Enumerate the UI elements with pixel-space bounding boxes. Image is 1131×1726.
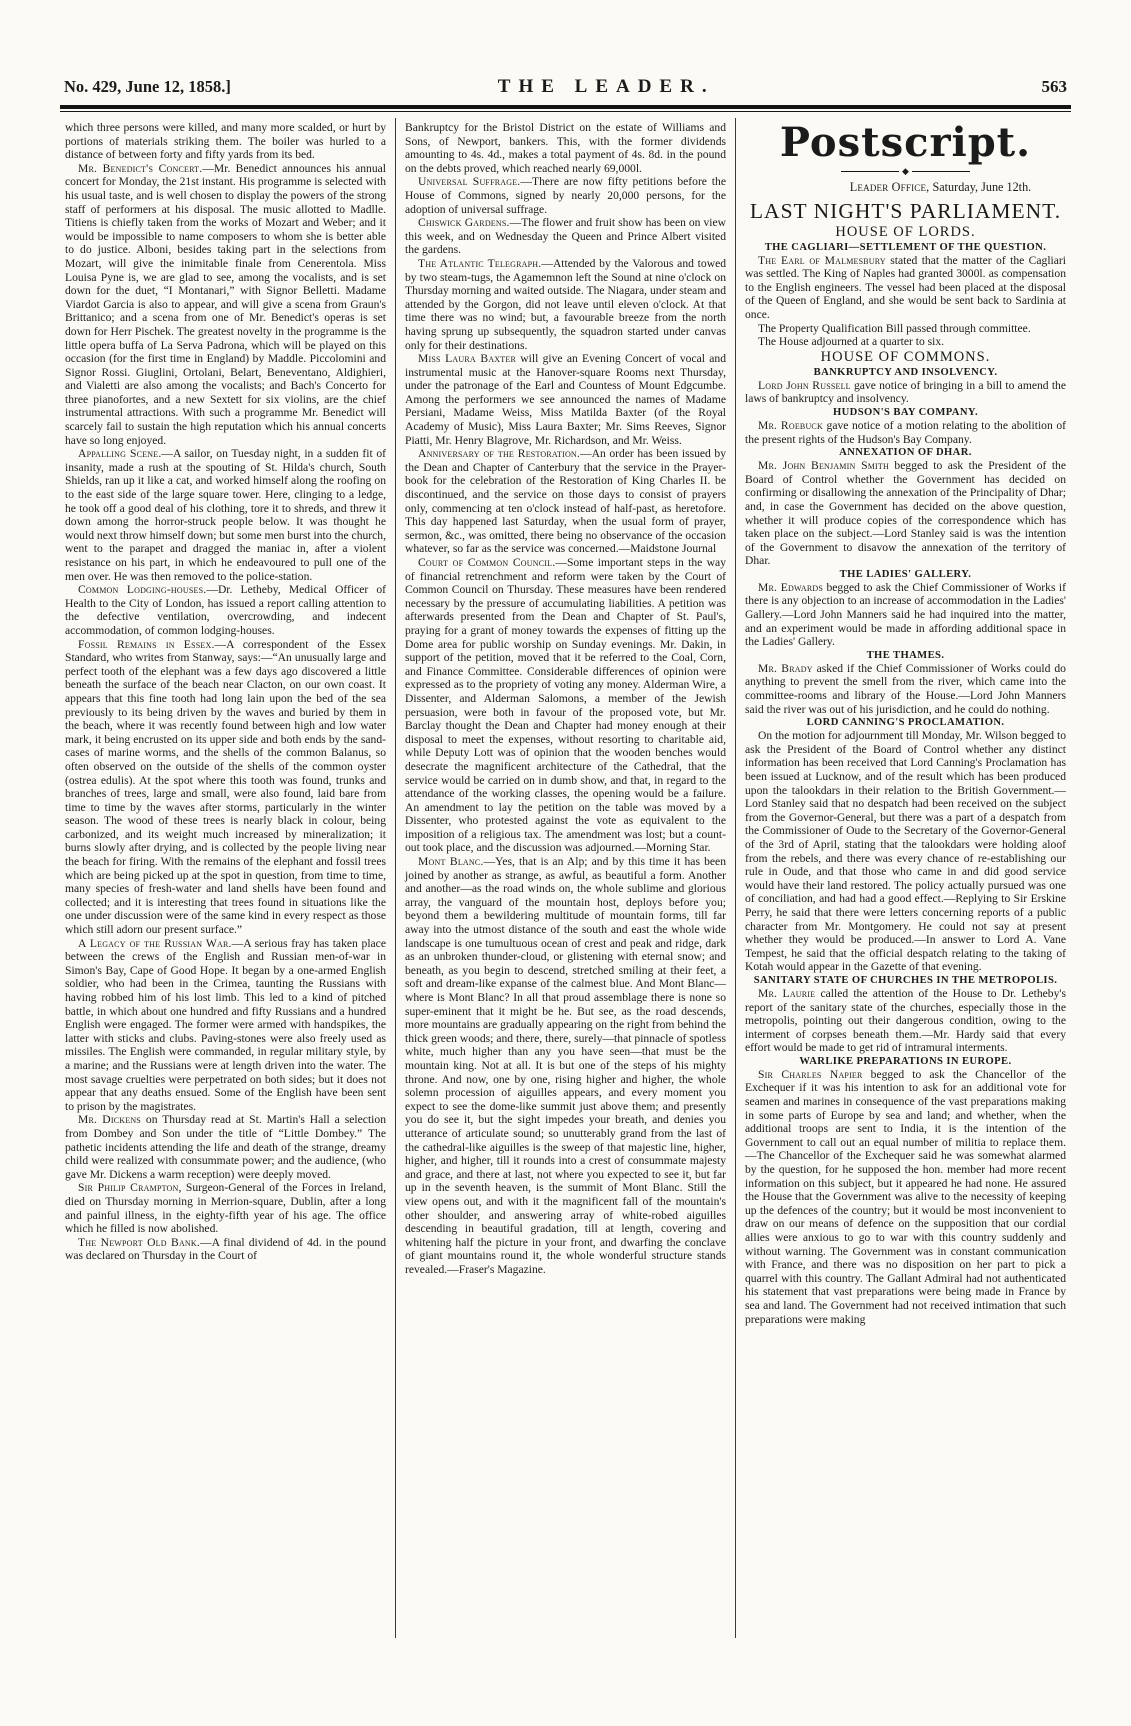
page-number: 563	[1041, 77, 1067, 96]
news-paragraph	[405, 257, 726, 352]
news-paragraph	[65, 583, 386, 637]
ornamental-divider	[745, 167, 1066, 176]
paragraph-text: —The flower and fruit show has been on view this week, and on Wednesday the Queen and Prince Albert visited the gardens.	[405, 216, 726, 257]
paragraph-lead: Mr. Benedict's Concert.	[78, 161, 203, 175]
news-paragraph	[405, 556, 726, 855]
paragraph-text: Surgeon-General of the Forces in Ireland, died on Thursday morning in Merrion-square, Dublin, after a long and painful illness, in the eighty-fifth year of his age. The office which he filled is now abolished.	[65, 1181, 386, 1236]
paragraph-text: BANKRUPTCY AND INSOLVENCY.	[813, 366, 998, 378]
paragraph-lead: Anniversary of the Restoration.	[418, 447, 580, 461]
paragraph-text: —A final dividend of 4d. in the pound was declared on Thursday in the Court of	[65, 1235, 386, 1263]
paragraph-text: SANITARY STATE OF CHURCHES IN THE METROPOLIS.	[753, 974, 1058, 986]
paragraph-text: called the attention of the House to Dr. Letheby's report of the sanitary state of the churches, especially those in the metropolis, pointing out their dangerous condition, owing to the interment of corpses beneath them.—Mr. Hardy said that every effort would be made to get rid of intramural interments.	[745, 986, 1066, 1055]
paragraph-text: begged to ask the Chancellor of the Exchequer if it was his intention to ask for an additional vote for seamen and marines in consequence of the vast preparations making in some parts of Europe by sea and land; and whether, when the additional troops are sent to India, it is the intention of the Government to call out an equal number of militia to replace them.—The Chancellor of the Exchequer said he was somewhat alarmed by the question, for he supposed the hon. member had more recent information on this subject, but it appeared he had none. He assured the House that the Government was alive to the necessity of keeping up the defences of the country; but it would be most inconvenient to draw on our means of defence on the supposition that our cordial allies were anxious to go to war with this country suddenly and without warning. The Government was in constant communication with France, and there was no disposition on her part to pick a quarrel with this country. The Gallant Admiral had not authenticated his statement that vast preparations were being made in France by sea and land. The Government had not received intimation that such preparations were making	[745, 1067, 1066, 1326]
news-paragraph	[65, 638, 386, 937]
dateline	[745, 181, 1066, 195]
news-paragraph	[405, 175, 726, 216]
news-paragraph	[405, 216, 726, 257]
paragraph-text: —An order has been issued by the Dean and Chapter of Canterbury that the service in the Prayer-book for the celebration of the Restoration of King Charles II. be discontinued, and the service on those days to consist of prayers only, commencing at ten o'clock instead of half-past, as heretofore. This day happened last Saturday, when the usual form of prayer, sermon, &c., was omitted, there being no observance of the occasion whatever, so far as the service was concerned.—Maidstone Journal	[405, 447, 726, 556]
paragraph-lead: The Atlantic Telegraph.	[418, 256, 542, 270]
news-paragraph	[745, 568, 1066, 581]
paragraph-lead: Mr. Edwards	[758, 580, 824, 594]
paragraph-text: —Mr. Benedict announces his annual concert for Monday, the 21st instant. His programme is selected with his usual taste, and is well chosen to display the powers of the strong staff of performers at his disposal. The music allotted to Madlle. Titiens is chiefly taken from the works of Mozart and Weber; and it would be impossible to name composers to whom she is better able to do justice. Alboni, besides taking part in the selections from Mozart, will give the inimitable finale from Cenerentola. Miss Louisa Pyne is, we are glad to see, among the vocalists, and is set down for the duet, “I Montanari,” with Signor Belletti. Madame Viardot Garcia is also to appear, and will give a scena from Graun's Brittanico; and a scena from one of Mr. Benedict's operas is set down for Herr Pischek. The greatest novelty in the programme is the little opera buffa of La Serva Padrona, which will be played on this occasion (for the first time in England) by Maddle. Piccolomini and Signor Rossi. Giuglini, Ortolani, Belart, Beneventano, Aldighieri, and Vialetti are also among the vocalists; and Bach's Concerto for three pianofortes, and a new Sextett for six violins, are the chief instrumental attractions. With such a programme Mr. Benedict will scarcely fail to sustain the high reputation which his annual concerts have so long enjoyed.	[65, 161, 386, 447]
news-paragraph	[65, 937, 386, 1114]
paragraph-text: —A serious fray has taken place between the crews of the English and Russian men-of-war in Simon's Bay, Cape of Good Hope. It began by a one-armed English soldier, who had been in the Crimea, taunting the Russians with having robbed him of his lost limb. This led to a kind of pitched battle, in which about one hundred and fifty Russians and a hundred English were engaged. The former were armed with handspikes, the latter with sticks and clubs. Paving-stones were also freely used as missiles. The English were commanded, in regular military style, by a marine; and the Russians were at length driven into the water. The most savage cruelties were perpetrated on both sides; but it does not appear that any deaths ensued. Some of the English have been sent to prison by the magistrates.	[65, 936, 386, 1113]
news-paragraph	[745, 254, 1066, 322]
news-paragraph	[745, 581, 1066, 649]
news-paragraph	[745, 459, 1066, 568]
news-paragraph	[745, 716, 1066, 729]
column-3	[735, 118, 1075, 1638]
paragraph-text: HUDSON'S BAY COMPANY.	[832, 406, 979, 418]
paragraph-text: WARLIKE PREPARATIONS IN EUROPE.	[799, 1055, 1012, 1067]
paragraph-text: On the motion for adjournment till Monday, Mr. Wilson begged to ask the President of the Board of Control whether any distinct information has been received that Lord Canning's Proclamation has been issued at Lucknow, and of the result which has been produced upon the talookdars in their relation to the British Government.—Lord Stanley said that no despatch had been received on the subject from the Governor-General, but there was a part of a despatch from the Commissioner of Oude to the Secretary of the Governor-General of the 3rd of April, stating that the talookdars were holding aloof from the rebels, and there was every chance of re-establishing our rule in Oude, and that those who came in and did good service would have their land restored. The policy actually pursued was one of conciliation, and had had a good effect.—Replying to Sir Erskine Perry, he said that there were letters concerning reports of a public character from Mr. Montgomery. He could not say at present whether they would be produced.—In answer to Lord A. Vane Tempest, he said that the official despatch relating to the taking of Kotah would appear in the Gazette of that evening.	[745, 729, 1066, 974]
news-paragraph	[745, 224, 1066, 241]
news-paragraph	[745, 322, 1066, 336]
paragraph-text: —Attended by the Valorous and towed by two steam-tugs, the Agamemnon left the Sound at nine o'clock on Thursday morning and waited outside. The Niagara, under steam and attended by the Gorgon, did not leave until eleven o'clock. At that time there was no wind; but, a favourable breeze from the north having sprung up subsequently, the squadron started under canvas only for their destinations.	[405, 256, 727, 352]
dateline-date: Saturday, June 12th.	[929, 180, 1032, 194]
column-2	[395, 118, 735, 1638]
issue-number: No. 429, June 12, 1858.]	[64, 77, 231, 96]
news-paragraph	[745, 987, 1066, 1055]
news-paragraph	[405, 447, 726, 556]
news-paragraph	[65, 121, 386, 162]
paper-title: THE LEADER.	[497, 76, 715, 97]
news-paragraph	[745, 729, 1066, 974]
news-paragraph	[745, 1055, 1066, 1068]
column-layout	[56, 118, 1075, 1638]
news-paragraph	[745, 974, 1066, 987]
paragraph-text: —Dr. Letheby, Medical Officer of Health to the City of London, has issued a report calling attention to the defective ventilation, overcrowding, and indecent accommodation, of common lodging-houses.	[65, 583, 386, 637]
paragraph-lead: The Newport Old Bank.	[78, 1235, 200, 1249]
paragraph-text: asked if the Chief Commissioner of Works could do anything to prevent the smell from the river, which came into the committee-rooms and library of the House.—Lord John Manners said the river was out of his jurisdiction, and he could do nothing.	[745, 661, 1066, 716]
parliament-report	[745, 199, 1066, 1327]
paragraph-text: will give an Evening Concert of vocal and instrumental music at the Hanover-square Rooms next Thursday, under the patronage of the Earl and Countess of Mount Edgcumbe. Among the performers we see announced the names of Madame Persiani, Madame Weiss, Miss Matilda Baxter (of the Royal Academy of Music), Miss Laura Baxter; Mr. Sims Reeves, Signor Piatti, Mr. Henry Blagrove, Mr. Richardson, and Mr. Weiss.	[405, 352, 727, 447]
paragraph-text: which three persons were killed, and many more scalded, or hurt by portions of materials striking them. The boiler was hurled to a distance of between forty and fifty yards from its bed.	[65, 121, 386, 162]
news-paragraph	[745, 349, 1066, 366]
paragraph-text: HOUSE OF COMMONS.	[820, 348, 991, 365]
paragraph-lead: Fossil Remains in Essex.	[78, 637, 215, 651]
paragraph-lead: Appalling Scene.	[78, 447, 162, 461]
news-paragraph	[745, 335, 1066, 349]
paragraph-text: ANNEXATION OF DHAR.	[839, 447, 972, 459]
paragraph-lead: Chiswick Gardens.	[418, 216, 510, 230]
newspaper-page	[0, 76, 1131, 1726]
news-paragraph	[65, 447, 386, 583]
paragraph-text: begged to ask the President of the Board of Control whether the Government has decided on confirming or disallowing the annexation of the Principality of Dhar; and, in case the Government has decided on the above question, whether it will produce copies of the correspondence which has taken place on the subject.—Lord Stanley said is was the intention of the Government to disavow the annexation of the territory of Dhar.	[745, 459, 1067, 568]
news-paragraph	[745, 406, 1066, 419]
paragraph-text: gave notice of a motion relating to the abolition of the present rights of the Hudson's Bay Company.	[745, 418, 1067, 446]
paragraph-text: The House adjourned at a quarter to six.	[758, 335, 945, 349]
news-paragraph	[745, 662, 1066, 716]
news-paragraph	[745, 199, 1066, 224]
paragraph-lead: Mr. Roebuck	[758, 418, 823, 432]
news-paragraph	[745, 366, 1066, 379]
paragraph-lead: A Legacy of the Russian War.	[78, 936, 232, 950]
paragraph-text: on Thursday read at St. Martin's Hall a selection from Dombey and Son under the title of “Little Dombey.” The pathetic incidents attending the life and death of the strange, dreamy child were realized with consummate power; and the audience, (who gave Mr. Dickens a warm reception) were deeply moved.	[65, 1113, 386, 1181]
paragraph-text: —There are now fifty petitions before the House of Commons, signed by nearly 20,000 persons, for the adoption of universal suffrage.	[405, 175, 726, 216]
divider-line-left	[841, 171, 899, 172]
news-paragraph	[745, 241, 1066, 254]
dateline-office: Leader Office,	[849, 180, 930, 194]
news-paragraph	[745, 419, 1066, 446]
diamond-divider-icon: ◆	[902, 166, 909, 176]
paragraph-lead: Mr. Brady	[758, 661, 813, 675]
paragraph-text: begged to ask the Chief Commissioner of Works if there is any objection to an increase of accommodation in the Ladies' Gallery.—Lord John Manners said he had inquired into the matter, and an experiment would be made in affording additional space in the Ladies' Gallery.	[745, 580, 1066, 649]
page-header	[0, 76, 1131, 98]
paragraph-lead: Sir Philip Crampton,	[78, 1181, 182, 1195]
paragraph-lead: Mr. John Benjamin Smith	[758, 459, 889, 473]
column-1	[56, 118, 395, 1638]
news-paragraph	[745, 446, 1066, 459]
paragraph-text: THE LADIES' GALLERY.	[839, 568, 972, 580]
news-paragraph	[65, 1181, 386, 1235]
paragraph-lead: Lord John Russell	[758, 378, 851, 392]
news-paragraph	[405, 855, 726, 1276]
paragraph-text: —A correspondent of the Essex Standard, who writes from Stanway, says:—“An unusually large and perfect tooth of the elephant was a few days ago discovered a little beneath the surface of the beach near Clacton, on our own coast. It appears that this fine tooth had long lain upon the bed of the sea previously to its being driven by the waves and buried by them in the beach, where it was recently found between high and low water mark, it being encrusted on its upper side and both ends by the sand-cases of marine worms, and the shells of the common Balanus, so often observed on the outside of the shells of the common oyster (ostrea edulis). At the spot where this tooth was found, trunks and branches of trees, large and small, were also found, laid bare from time to time by the waves after storms, particularly in the winter season. The wood of these trees is nearly black in colour, being carbonized, and its weight much increased by mineralization; it burns slowly after drying, and is collected by the people living near the beach for firing. With the remains of the elephant and fossil trees which are being picked up at the spot in question, from time to time, many species of fresh-water and land shells have been found and collected; and it is interesting that trees found in situations like the one under discussion were of the same kind in every respect as those which still adorn our present surface.”	[65, 637, 386, 937]
paragraph-text: stated that the matter of the Cagliari was settled. The King of Naples had granted 3000l. as compensation to the English engineers. The vessel had been placed at the disposal of the Queen of England, and she would be sent back to Sardinia at once.	[745, 253, 1066, 321]
paragraph-lead: Mont Blanc.	[418, 855, 484, 869]
news-paragraph	[405, 121, 726, 175]
paragraph-lead: Universal Suffrage.	[418, 175, 521, 189]
paragraph-text: LAST NIGHT'S PARLIAMENT.	[749, 198, 1062, 223]
paragraph-text: THE CAGLIARI—SETTLEMENT OF THE QUESTION.	[764, 241, 1047, 253]
paragraph-lead: Mr. Dickens	[78, 1113, 141, 1127]
paragraph-text: —A sailor, on Tuesday night, in a sudden fit of insanity, made a rush at the spouting of St. Hilda's church, South Shields, ran up it like a cat, and worked himself along the roofing on to the east side of the large square tower. Here, clinging to a ledge, he took off a good deal of his clothing, tore it to shreds, and threw it down among the horror-struck people below. It was thought he would next throw himself down; but some men burst into the church, went to the parapet and dragged the maniac in, after a violent resistance on his part, in which he endeavoured to pull one of the men over. He was then removed to the police-station.	[65, 447, 386, 583]
paragraph-text: —Some important steps in the way of financial retrenchment and reform were taken by the Court of Common Council on Thursday. These measures have been rendered necessary by the pressure of accumulating liabilities. A petition was afterwards presented from the Dean and Chapter of St. Paul's, praying for a grant of money towards the expenses of fitting up the Dome area for public worship on Sunday evenings. Mr. Dakin, in support of the petition, moved that it be referred to the Coal, Corn, and Finance Committee. Considerable differences of opinion were expressed as to the propriety of voting any money. Alderman Wire, a Dissenter, and Alderman Salomons, a member of the Jewish persuasion, were both in favour of the proposed vote, but Mr. Barclay thought the Dean and Chapter had money enough at their disposal to meet the expenses, without resorting to charitable aid, while Deputy Lott was of opinion that the wooden benches would desecrate the magnificent architecture of the Cathedral, that the service would be carried on in dumb show, and that, in regard to the attendance of the working classes, the opening would be a failure. An amendment to lay the petition on the table was moved by a Dissenter, who protested against the vote as equivalent to the imposition of a religious tax. The amendment was lost; but a count-out took place, and the discussion was adjourned.—Morning Star.	[405, 556, 726, 855]
paragraph-lead: Mr. Laurie	[758, 986, 816, 1000]
news-paragraph	[65, 1113, 386, 1181]
paragraph-lead: Court of Common Council.	[418, 556, 556, 569]
paragraph-text: The Property Qualification Bill passed through committee.	[758, 321, 1031, 335]
paragraph-lead: The Earl of Malmesbury	[758, 253, 886, 267]
paragraph-text: LORD CANNING'S PROCLAMATION.	[806, 717, 1005, 729]
paragraph-text: Bankruptcy for the Bristol District on the estate of Williams and Sons, of Newport, bankers. This, with the former dividends amounting to 4s. 4d., makes a total payment of 4s. 8d. in the pound on the debts proved, which reached nearly 69,000l.	[405, 121, 726, 175]
news-paragraph	[745, 379, 1066, 406]
paragraph-lead: Sir Charles Napier	[758, 1067, 863, 1081]
paragraph-lead: Miss Laura Baxter	[418, 352, 516, 366]
news-paragraph	[65, 162, 386, 447]
header-double-rule	[60, 105, 1071, 112]
news-paragraph	[405, 352, 726, 447]
paragraph-text: gave notice of bringing in a bill to amend the laws of bankruptcy and insolvency.	[745, 378, 1066, 406]
paragraph-text: THE THAMES.	[866, 649, 945, 661]
news-paragraph	[65, 1236, 386, 1263]
paragraph-lead: Common Lodging-houses.	[78, 583, 207, 597]
news-paragraph	[745, 649, 1066, 662]
divider-line-right	[912, 171, 970, 172]
paragraph-text: HOUSE OF LORDS.	[835, 223, 976, 240]
paragraph-text: —Yes, that is an Alp; and by this time it has been joined by another as strange, as awful, as beautiful a form. Another and another—as the road winds on, the whole sublime and glorious array, the vanguard of the mountain host, deploys before you; beyond them a bewildering multitude of mountain forms, till far away into the utmost distance of the south and east the whole wide landscape is one tumultuous ocean of crest and peak and ridge, dark as an unbroken thunder-cloud, or glistening with eternal snow; and beneath, as you begin to descend, stretched smiling at their feet, a soft and dream-like expanse of the calmest blue. And Mont Blanc—where is Mont Blanc? In all that proud assemblage there is none so super-eminent that it might be he. But see, as the road descends, more mountains are gradually appearing on the right from behind the thick green woods; and there, there, surely—that pinnacle of spotless white, much higher than any you have seen—that must be the mountain king. Not at all. It is but one of the steps of his mighty throne. And now, one by one, rising higher and higher, the whole solemn procession of aiguilles appears, and every moment you expect to see the dome-like summit just above them; and presently you do see it, but the sight impedes your breath, and denies you utterance of articulate sound; so unutterably grand from the last of the cathedral-like aiguilles is the sweep of that majestic line, higher, higher, and higher, till it rounds into a crest of consummate majesty and grace, and there at last, not where you expected to see it, but far up in the seventh heaven, is the summit of Mont Blanc. Still the view opens out, and with it the magnificent fall of the mountain's other shoulder, and answering array of white-robed aiguilles descending in beautiful gradation, till at length, covering and whitening half the picture in your front, and dwarfing the conclave of giant mountains round it, the whole wonderful structure stands revealed.—Fraser's Magazine.	[405, 855, 727, 1276]
postscript-masthead: Postscript.	[779, 119, 1032, 166]
news-paragraph	[745, 1068, 1066, 1326]
